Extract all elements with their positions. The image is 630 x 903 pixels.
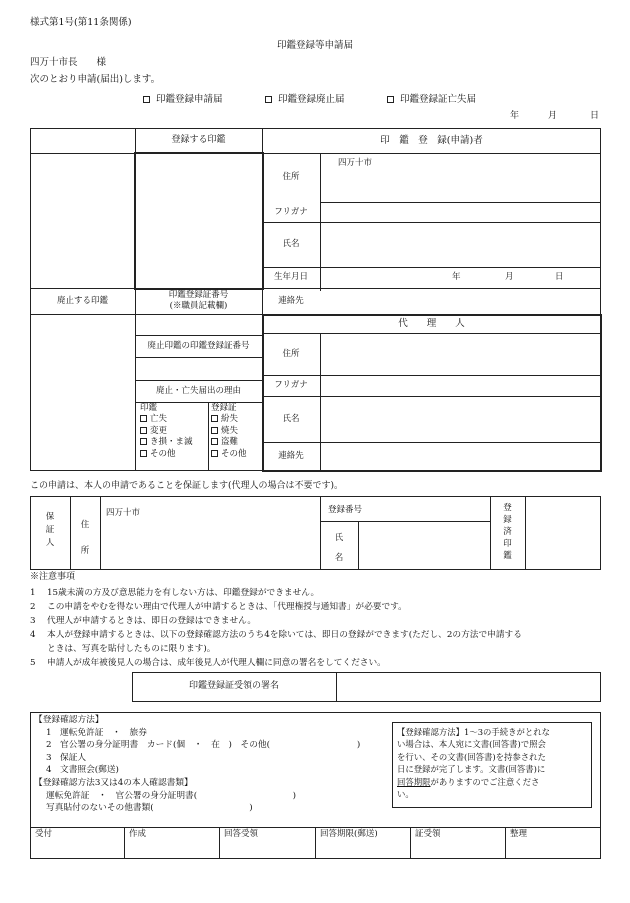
method-item[interactable]: 3 保証人: [46, 752, 87, 763]
note-item: 1 15歳未満の方及び意思能力を有しない方は、印鑑登録ができません。: [30, 588, 320, 598]
signature-label: 印鑑登録証受領の署名: [188, 681, 279, 692]
methods-list: [34, 714, 360, 815]
birthdate-label: 生年月日: [273, 272, 308, 283]
method-item[interactable]: 2 官公署の身分証明書 カード(個 ・ 在 ) その他( ): [46, 740, 361, 751]
office-received: 受付: [35, 829, 53, 839]
contact-label: 連絡先: [278, 295, 304, 306]
registration-number-label: 登録番号: [328, 505, 363, 515]
office-created: 作成: [129, 829, 147, 839]
guarantor-address-value[interactable]: 四万十市: [106, 508, 141, 518]
agent-contact-label: 連絡先: [278, 451, 304, 462]
cert-reasons: 登録証 紛失 焼失 盗難 その他: [211, 403, 247, 459]
checkbox-icon[interactable]: [387, 96, 394, 103]
address-value[interactable]: 四万十市: [338, 158, 373, 168]
option-abolish[interactable]: 印鑑登録廃止届: [265, 94, 345, 106]
seal-reason-other[interactable]: その他: [140, 449, 193, 460]
office-arrangement: 整理: [510, 829, 528, 839]
note-item: ときは、写真を貼付したものに限ります)。: [47, 644, 216, 654]
note-item: 2 この申請をやむを得ない理由で代理人が申請するときは、「代理権授与通知書」が必要です。: [30, 602, 407, 612]
agent-name-label: 氏名: [282, 413, 300, 424]
registered-seal-header: 登録する印鑑: [171, 134, 226, 145]
cert-reason-stolen[interactable]: 盗難: [211, 437, 247, 448]
guarantor-address-label: 住 所: [80, 520, 90, 556]
checkbox-icon[interactable]: [143, 96, 150, 103]
office-reply-received: 回答受領: [224, 829, 259, 839]
seal-reasons: 印鑑 亡失 変更 き損・ま滅 その他: [140, 403, 193, 459]
checkbox-icon: [211, 450, 218, 457]
method-item[interactable]: 4 文書照会(郵送): [46, 765, 119, 776]
note-item: 3 代理人が申請するときは、即日の登録はできません。: [30, 616, 257, 626]
birth-day: 日: [555, 272, 564, 282]
checkbox-icon: [211, 427, 218, 434]
furigana-label: フリガナ: [274, 206, 308, 217]
name-label: 氏名: [282, 239, 300, 250]
methods-note: 【登録確認方法】1～3の手続きがとれな い場合は、本人宛に文書(回答書)で照会 を行い、その文書(回答書)を持参された 日に登録が完了します。文書(回答書)に 回答期限がありますのでご注意くださ い。: [397, 727, 551, 800]
agent-furigana-label: フリガナ: [274, 380, 308, 391]
note-item: 5 申請人が成年被後見人の場合は、成年後見人が代理人欄に同意の署名をしてください。: [30, 658, 386, 668]
methods-title: 【登録確認方法】: [34, 715, 104, 725]
checkbox-icon: [140, 438, 147, 445]
registered-stamp-label: 登 録 済 印 鑑: [503, 503, 512, 561]
birth-month: 月: [505, 272, 514, 282]
form-number: 様式第1号(第11条関係): [30, 17, 132, 28]
checkbox-icon: [140, 427, 147, 434]
date-month: 月: [548, 111, 558, 121]
office-cert-received: 証受領: [415, 829, 441, 839]
notes-title: ※注意事項: [30, 572, 76, 582]
cert-number-label: 印鑑登録証番号 (※職員記載欄): [168, 290, 229, 311]
guarantor-name-label: 氏 名: [334, 533, 344, 563]
checkbox-icon: [211, 415, 218, 422]
guarantor-label: 保 証 人: [45, 512, 55, 548]
seal-reason-change[interactable]: 変更: [140, 426, 193, 437]
seal-reason-damaged[interactable]: き損・ま滅: [140, 437, 193, 448]
date-day: 日: [590, 111, 600, 121]
methods-doc[interactable]: 写真貼付のないその他書類( ): [46, 803, 253, 814]
notes-list: [30, 586, 610, 670]
checkbox-icon: [140, 450, 147, 457]
office-reply-deadline: 回答期限(郵送): [320, 829, 378, 839]
cert-reason-burned[interactable]: 焼失: [211, 426, 247, 437]
method-item[interactable]: 1 運転免許証 ・ 旅券: [46, 727, 147, 738]
address-label: 住所: [282, 172, 300, 183]
agent-address-label: 住所: [282, 348, 300, 359]
checkbox-icon[interactable]: [265, 96, 272, 103]
page-title: 印鑑登録等申請届: [276, 40, 353, 51]
loss-reason-label: 廃止・亡失届出の理由: [155, 385, 241, 396]
abolished-cert-number-label: 廃止印鑑の印鑑登録証番号: [147, 340, 250, 351]
applicant-header: 印 鑑 登 録(申請)者: [380, 134, 483, 146]
addressee: 四万十市長 様: [30, 57, 107, 68]
signature-field[interactable]: [337, 673, 600, 701]
seal-reason-lost[interactable]: 亡失: [140, 414, 193, 425]
guarantee-text: この申請は、本人の申請であることを保証します(代理人の場合は不要です)。: [30, 481, 344, 491]
checkbox-icon: [211, 438, 218, 445]
cert-reason-missing[interactable]: 紛失: [211, 414, 247, 425]
date-year: 年: [510, 111, 520, 121]
agent-header: 代 理 人: [398, 317, 465, 329]
methods-docs-title: 【登録確認方法3又は4の本人確認書類】: [34, 777, 193, 788]
intro-text: 次のとおり申請(届出)します。: [30, 74, 161, 85]
checkbox-icon: [140, 415, 147, 422]
birth-year: 年: [452, 272, 461, 282]
note-item: 4 本人が登録申請するときは、以下の登録確認方法のうち4を除いては、即日の登録ができます(ただし、2の方法で申請する: [30, 630, 522, 640]
option-lost[interactable]: 印鑑登録証亡失届: [387, 94, 476, 106]
abolish-seal-label: 廃止する印鑑: [56, 295, 108, 306]
methods-doc[interactable]: 運転免許証 ・ 官公署の身分証明書( ): [46, 790, 297, 801]
cert-reason-other[interactable]: その他: [211, 449, 247, 460]
option-register[interactable]: 印鑑登録申請届: [143, 94, 223, 106]
